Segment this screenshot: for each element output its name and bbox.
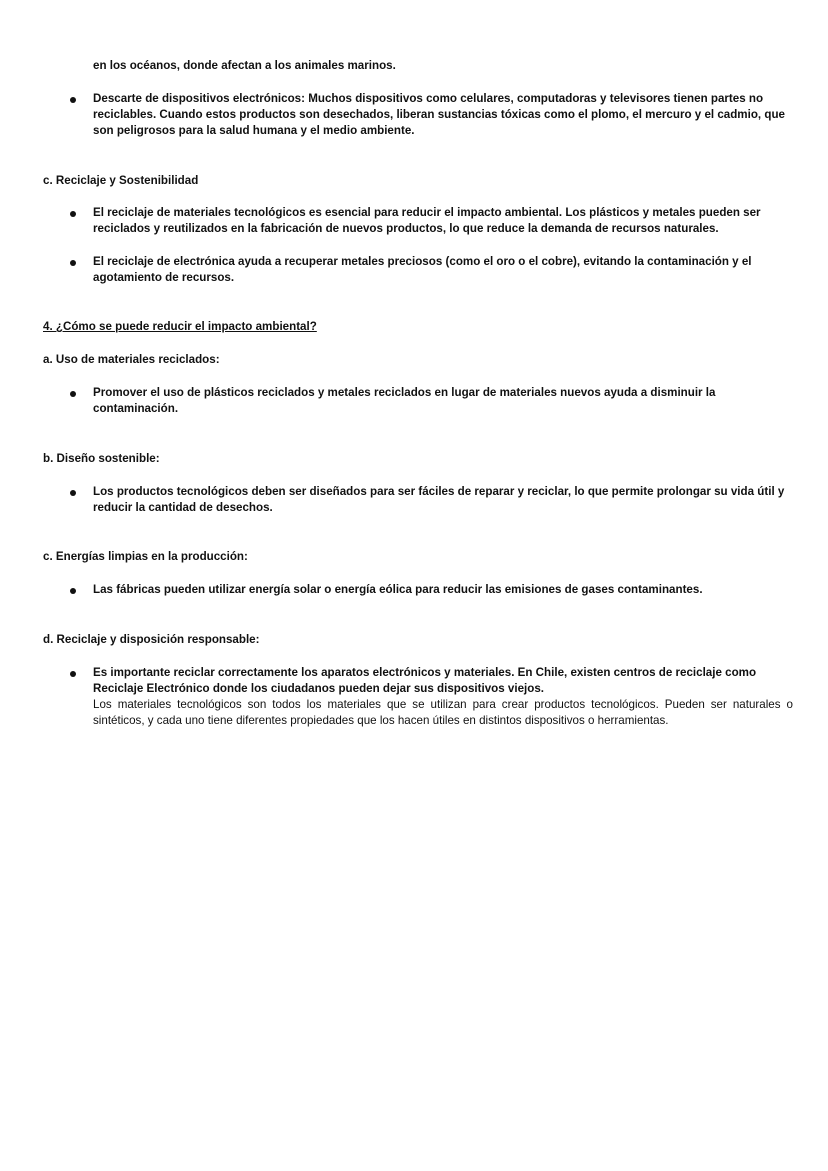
bullet-dot	[70, 490, 76, 496]
bullet-clean-energy: Las fábricas pueden utilizar energía solar o energía eólica para reducir las emisiones de gases contaminantes.	[93, 583, 703, 596]
bullet-responsible-disposal	[93, 665, 793, 729]
bullet-dot	[70, 260, 76, 266]
bullet-dot	[70, 588, 76, 594]
section-c-heading: c. Reciclaje y Sostenibilidad	[43, 174, 199, 187]
bullet-electronics-disposal: Descarte de dispositivos electrónicos: Muchos dispositivos como celulares, computadoras y televisores tienen partes no reciclables. Cuando estos productos son desechados, liberan sustancias tóxicas como el plomo, el mercuro y el cadmio, que son peligrosos para la salud humana y el medio ambiente.	[93, 92, 785, 137]
section-4d-heading: d. Reciclaje y disposición responsable:	[43, 633, 260, 646]
section-4c-heading: c. Energías limpias en la producción:	[43, 550, 248, 563]
bullet-recycled-materials: Promover el uso de plásticos reciclados y metales reciclados en lugar de materiales nuevos ayuda a disminuir la contaminación.	[93, 386, 716, 415]
bullet-recycling-electronics: El reciclaje de electrónica ayuda a recuperar metales preciosos (como el oro o el cobre), evitando la contaminación y el agotamiento de recursos.	[93, 255, 752, 284]
bullet-recycling-materials: El reciclaje de materiales tecnológicos es esencial para reducir el impacto ambiental. Los plásticos y metales pueden ser reciclados y reutilizados en la fabricación de nuevos productos, lo que reduce la demanda de recursos naturales.	[93, 206, 761, 235]
section-4-heading: 4. ¿Cómo se puede reducir el impacto ambiental?	[43, 320, 317, 333]
bullet-sustainable-design: Los productos tecnológicos deben ser diseñados para ser fáciles de reparar y reciclar, lo que permite prolongar su vida útil y reducir la cantidad de desechos.	[93, 485, 785, 514]
bullet-dot	[70, 391, 76, 397]
materials-definition-paragraph: Los materiales tecnológicos son todos los materiales que se utilizan para crear productos tecnológicos. Pueden ser naturales o sintéticos, y cada uno tiene diferentes propiedades que los hacen útiles en distintos dispositivos o herramientas.	[93, 698, 793, 727]
bullet-responsible-disposal-text: Es importante reciclar correctamente los aparatos electrónicos y materiales. En Chile, existen centros de reciclaje como Reciclaje Electrónico donde los ciudadanos pueden dejar sus dispositivos viejos.	[93, 666, 757, 695]
bullet-dot	[70, 211, 76, 217]
section-4a-heading: a. Uso de materiales reciclados:	[43, 353, 220, 366]
continuation-text: en los océanos, donde afectan a los animales marinos.	[93, 59, 396, 72]
section-4b-heading: b. Diseño sostenible:	[43, 452, 160, 465]
bullet-dot	[70, 97, 76, 103]
bullet-dot	[70, 671, 76, 677]
